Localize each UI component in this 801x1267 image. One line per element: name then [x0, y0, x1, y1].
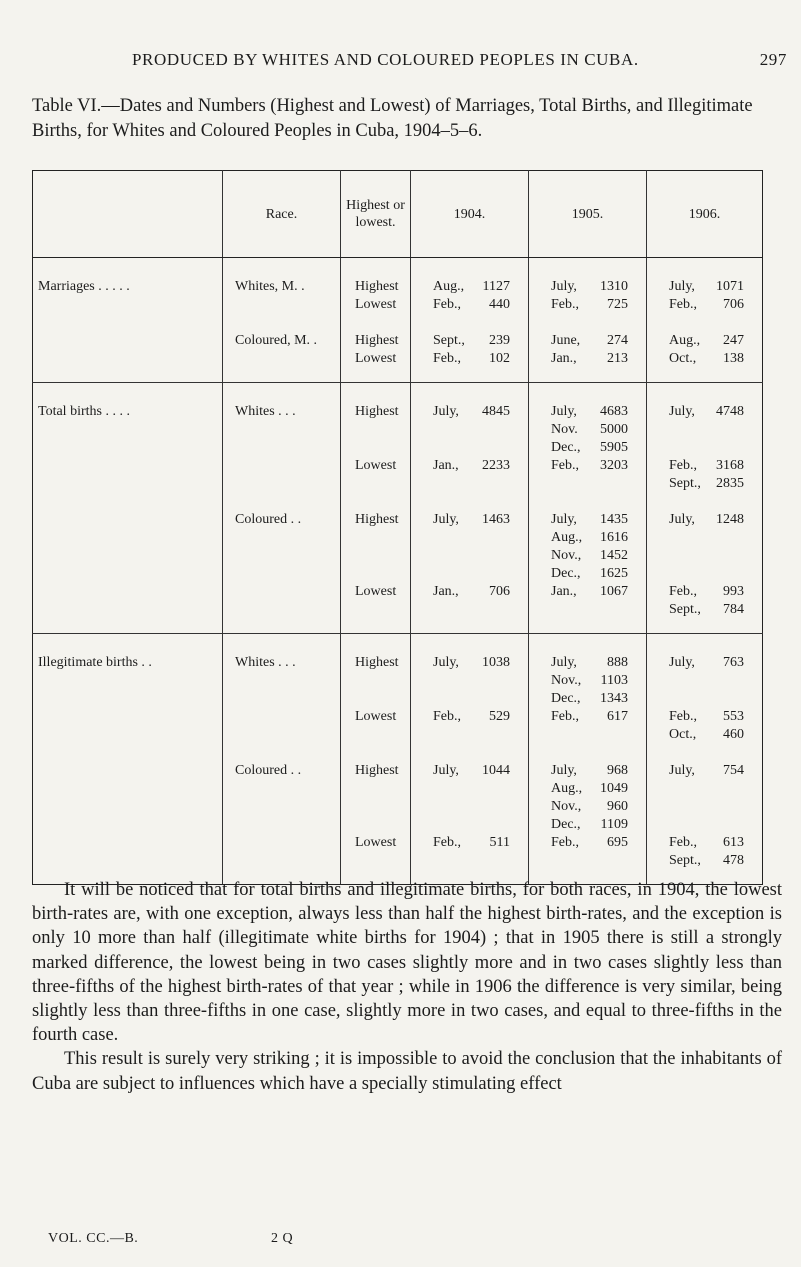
month-label: Dec., — [551, 566, 581, 581]
month-label: Aug., — [551, 781, 583, 796]
race-label: Whites, M. . — [235, 279, 305, 294]
header-1904: 1904. — [411, 171, 529, 258]
race-label: Whites . . . — [235, 655, 296, 670]
running-title: PRODUCED BY WHITES AND COLOURED PEOPLES IN CUBA. — [132, 50, 639, 69]
date-entry — [647, 726, 762, 744]
count-value: 763 — [723, 655, 744, 670]
month-label: July, — [433, 404, 459, 419]
count-value: 706 — [489, 584, 510, 599]
table-section-row — [33, 258, 763, 383]
year-1906-cell — [647, 383, 763, 634]
header-highest-lowest: Highest or lowest. — [341, 171, 411, 258]
count-value: 5905 — [600, 440, 628, 455]
body-text — [32, 878, 782, 1096]
count-value: 478 — [723, 853, 744, 868]
year-1905-cell — [529, 383, 647, 634]
count-value: 2233 — [482, 458, 510, 473]
highest-lowest-label: Highest — [355, 279, 399, 294]
month-label: Feb., — [551, 458, 579, 473]
date-entry — [411, 762, 528, 780]
date-entry — [529, 834, 646, 852]
count-value: 3168 — [716, 458, 744, 473]
month-label: July, — [669, 763, 695, 778]
category-cell — [33, 383, 223, 634]
highest-lowest-label: Lowest — [355, 584, 397, 599]
date-entry — [647, 350, 762, 368]
year-1905-cell — [529, 258, 647, 383]
count-value: 1044 — [482, 763, 510, 778]
month-label: Aug., — [551, 530, 583, 545]
date-entry — [647, 511, 762, 529]
month-label: July, — [669, 512, 695, 527]
count-value: 1625 — [600, 566, 628, 581]
table-section-row — [33, 634, 763, 885]
date-entry — [529, 421, 646, 439]
highest-lowest-label: Lowest — [355, 835, 397, 850]
date-entry — [411, 350, 528, 368]
highest-lowest-cell — [341, 258, 411, 383]
month-label: Feb., — [551, 835, 579, 850]
count-value: 138 — [723, 351, 744, 366]
month-label: Oct., — [669, 351, 697, 366]
date-entry — [529, 278, 646, 296]
date-entry — [647, 852, 762, 870]
month-label: Oct., — [669, 727, 697, 742]
month-label: Feb., — [669, 709, 697, 724]
count-value: 1310 — [600, 279, 628, 294]
count-value: 1103 — [600, 673, 628, 688]
race-cell — [223, 383, 341, 634]
count-value: 968 — [607, 763, 628, 778]
count-value: 1038 — [482, 655, 510, 670]
count-value: 1127 — [482, 279, 510, 294]
count-value: 784 — [723, 602, 744, 617]
date-entry — [647, 583, 762, 601]
date-entry — [529, 798, 646, 816]
category-cell — [33, 634, 223, 885]
month-label: June, — [551, 333, 581, 348]
category-label: Illegitimate births . . — [38, 655, 152, 670]
month-label: Feb., — [433, 709, 461, 724]
count-value: 274 — [607, 333, 628, 348]
header-1905: 1905. — [529, 171, 647, 258]
count-value: 1343 — [600, 691, 628, 706]
date-entry — [411, 511, 528, 529]
highest-lowest-label: Highest — [355, 404, 399, 419]
date-entry — [411, 708, 528, 726]
count-value: 529 — [489, 709, 510, 724]
count-value: 511 — [489, 835, 510, 850]
count-value: 1452 — [600, 548, 628, 563]
year-1905-cell — [529, 634, 647, 885]
data-table-container — [32, 170, 762, 868]
category-label: Total births . . . . — [38, 404, 130, 419]
count-value: 993 — [723, 584, 744, 599]
date-entry — [529, 296, 646, 314]
count-value: 3203 — [600, 458, 628, 473]
date-entry — [529, 780, 646, 798]
header-race: Race. — [223, 171, 341, 258]
date-entry — [529, 511, 646, 529]
page-footer — [48, 1231, 478, 1247]
count-value: 102 — [489, 351, 510, 366]
date-entry — [647, 457, 762, 475]
month-label: Feb., — [669, 835, 697, 850]
date-entry — [529, 547, 646, 565]
signature-mark: 2 Q — [271, 1231, 294, 1246]
month-label: Sept., — [669, 476, 701, 491]
date-entry — [647, 278, 762, 296]
header-1906: 1906. — [647, 171, 763, 258]
highest-lowest-label: Lowest — [355, 458, 397, 473]
highest-lowest-label: Highest — [355, 655, 399, 670]
date-entry — [529, 350, 646, 368]
month-label: July, — [433, 655, 459, 670]
highest-lowest-label: Highest — [355, 763, 399, 778]
date-entry — [529, 332, 646, 350]
table-section-row — [33, 383, 763, 634]
count-value: 460 — [723, 727, 744, 742]
date-entry — [529, 565, 646, 583]
month-label: Aug., — [433, 279, 465, 294]
month-label: Dec., — [551, 817, 581, 832]
race-cell — [223, 634, 341, 885]
date-entry — [647, 332, 762, 350]
month-label: July, — [551, 512, 577, 527]
count-value: 754 — [723, 763, 744, 778]
month-label: Nov., — [551, 548, 582, 563]
table-body — [33, 258, 763, 885]
highest-lowest-cell — [341, 634, 411, 885]
race-label: Whites . . . — [235, 404, 296, 419]
year-1906-cell — [647, 258, 763, 383]
month-label: July, — [669, 279, 695, 294]
count-value: 1435 — [600, 512, 628, 527]
race-cell — [223, 258, 341, 383]
date-entry — [647, 654, 762, 672]
paragraph: This result is surely very striking ; it is impossible to avoid the conclusion that the inhabitants of Cuba are subject to influences which have a specially stimulating effect — [32, 1049, 782, 1094]
count-value: 2835 — [716, 476, 744, 491]
month-label: Dec., — [551, 440, 581, 455]
month-label: Feb., — [433, 297, 461, 312]
count-value: 1049 — [600, 781, 628, 796]
month-label: July, — [551, 655, 577, 670]
month-label: Sept., — [669, 602, 701, 617]
month-label: July, — [669, 404, 695, 419]
date-entry — [529, 762, 646, 780]
count-value: 1463 — [482, 512, 510, 527]
month-label: Feb., — [551, 297, 579, 312]
month-label: July, — [551, 404, 577, 419]
date-entry — [529, 654, 646, 672]
date-entry — [529, 690, 646, 708]
header-category — [33, 171, 223, 258]
date-entry — [529, 439, 646, 457]
month-label: Nov., — [551, 799, 582, 814]
count-value: 4845 — [482, 404, 510, 419]
count-value: 1067 — [600, 584, 628, 599]
count-value: 1616 — [600, 530, 628, 545]
count-value: 1071 — [716, 279, 744, 294]
count-value: 247 — [723, 333, 744, 348]
data-table — [32, 170, 763, 885]
count-value: 239 — [489, 333, 510, 348]
volume-mark: VOL. CC.—B. — [48, 1231, 139, 1246]
count-value: 1109 — [600, 817, 628, 832]
highest-lowest-label: Lowest — [355, 709, 397, 724]
year-1906-cell — [647, 634, 763, 885]
race-label: Coloured . . — [235, 763, 302, 778]
month-label: July, — [433, 763, 459, 778]
month-label: Feb., — [669, 458, 697, 473]
year-1904-cell — [411, 383, 529, 634]
count-value: 5000 — [600, 422, 628, 437]
date-entry — [647, 601, 762, 619]
month-label: Sept., — [433, 333, 465, 348]
count-value: 213 — [607, 351, 628, 366]
count-value: 440 — [489, 297, 510, 312]
race-label: Coloured, M. . — [235, 333, 318, 348]
date-entry — [529, 457, 646, 475]
date-entry — [529, 672, 646, 690]
month-label: Feb., — [433, 351, 461, 366]
month-label: Feb., — [669, 297, 697, 312]
month-label: Feb., — [669, 584, 697, 599]
count-value: 613 — [723, 835, 744, 850]
month-label: Nov. — [551, 422, 578, 437]
date-entry — [529, 529, 646, 547]
date-entry — [647, 475, 762, 493]
date-entry — [647, 296, 762, 314]
category-cell — [33, 258, 223, 383]
date-entry — [647, 403, 762, 421]
date-entry — [411, 403, 528, 421]
date-entry — [411, 654, 528, 672]
highest-lowest-label: Lowest — [355, 351, 397, 366]
date-entry — [411, 457, 528, 475]
count-value: 1248 — [716, 512, 744, 527]
year-1904-cell — [411, 634, 529, 885]
month-label: Feb., — [433, 835, 461, 850]
date-entry — [411, 834, 528, 852]
count-value: 706 — [723, 297, 744, 312]
month-label: July, — [669, 655, 695, 670]
month-label: Jan., — [551, 584, 577, 599]
highest-lowest-label: Highest — [355, 512, 399, 527]
race-label: Coloured . . — [235, 512, 302, 527]
table-caption: Table VI.—Dates and Numbers (Highest and Lowest) of Marriages, Total Births, and Illegitimate Births, for Whites and Coloured Peoples in Cuba, 1904–5–6. — [32, 96, 753, 141]
highest-lowest-cell — [341, 383, 411, 634]
table-header-row — [33, 171, 763, 258]
date-entry — [411, 583, 528, 601]
highest-lowest-label: Lowest — [355, 297, 397, 312]
month-label: Sept., — [669, 853, 701, 868]
category-label: Marriages . . . . . — [38, 279, 130, 294]
date-entry — [411, 296, 528, 314]
month-label: Aug., — [669, 333, 701, 348]
date-entry — [529, 583, 646, 601]
page-number: 297 — [759, 50, 787, 69]
count-value: 960 — [607, 799, 628, 814]
month-label: Jan., — [551, 351, 577, 366]
count-value: 888 — [607, 655, 628, 670]
year-1904-cell — [411, 258, 529, 383]
date-entry — [647, 708, 762, 726]
date-entry — [529, 403, 646, 421]
month-label: July, — [433, 512, 459, 527]
date-entry — [529, 816, 646, 834]
date-entry — [411, 332, 528, 350]
paragraph: It will be noticed that for total births and illegitimate births, for both races, in 1904, the lowest birth-rates are, with one exception, always less than half the highest birth-rates, and the exception is only 10 more than half (illegitimate white births for 1904) ; that in 1905 there is still a strongly marked difference, the lowest being in two cases slightly more and in two cases slightly less than three-fifths of the highest birth-rates of that year ; while in 1906 the difference is very similar, being slightly less than three-fifths in one case, slightly more in two cases, and equal to three-fifths in the fourth case. — [32, 880, 782, 1046]
month-label: Jan., — [433, 584, 459, 599]
count-value: 4683 — [600, 404, 628, 419]
month-label: July, — [551, 279, 577, 294]
highest-lowest-label: Highest — [355, 333, 399, 348]
count-value: 4748 — [716, 404, 744, 419]
count-value: 725 — [607, 297, 628, 312]
count-value: 695 — [607, 835, 628, 850]
count-value: 617 — [607, 709, 628, 724]
month-label: Dec., — [551, 691, 581, 706]
month-label: Nov., — [551, 673, 582, 688]
date-entry — [411, 278, 528, 296]
date-entry — [647, 762, 762, 780]
month-label: Feb., — [551, 709, 579, 724]
month-label: Jan., — [433, 458, 459, 473]
month-label: July, — [551, 763, 577, 778]
count-value: 553 — [723, 709, 744, 724]
date-entry — [647, 834, 762, 852]
date-entry — [529, 708, 646, 726]
